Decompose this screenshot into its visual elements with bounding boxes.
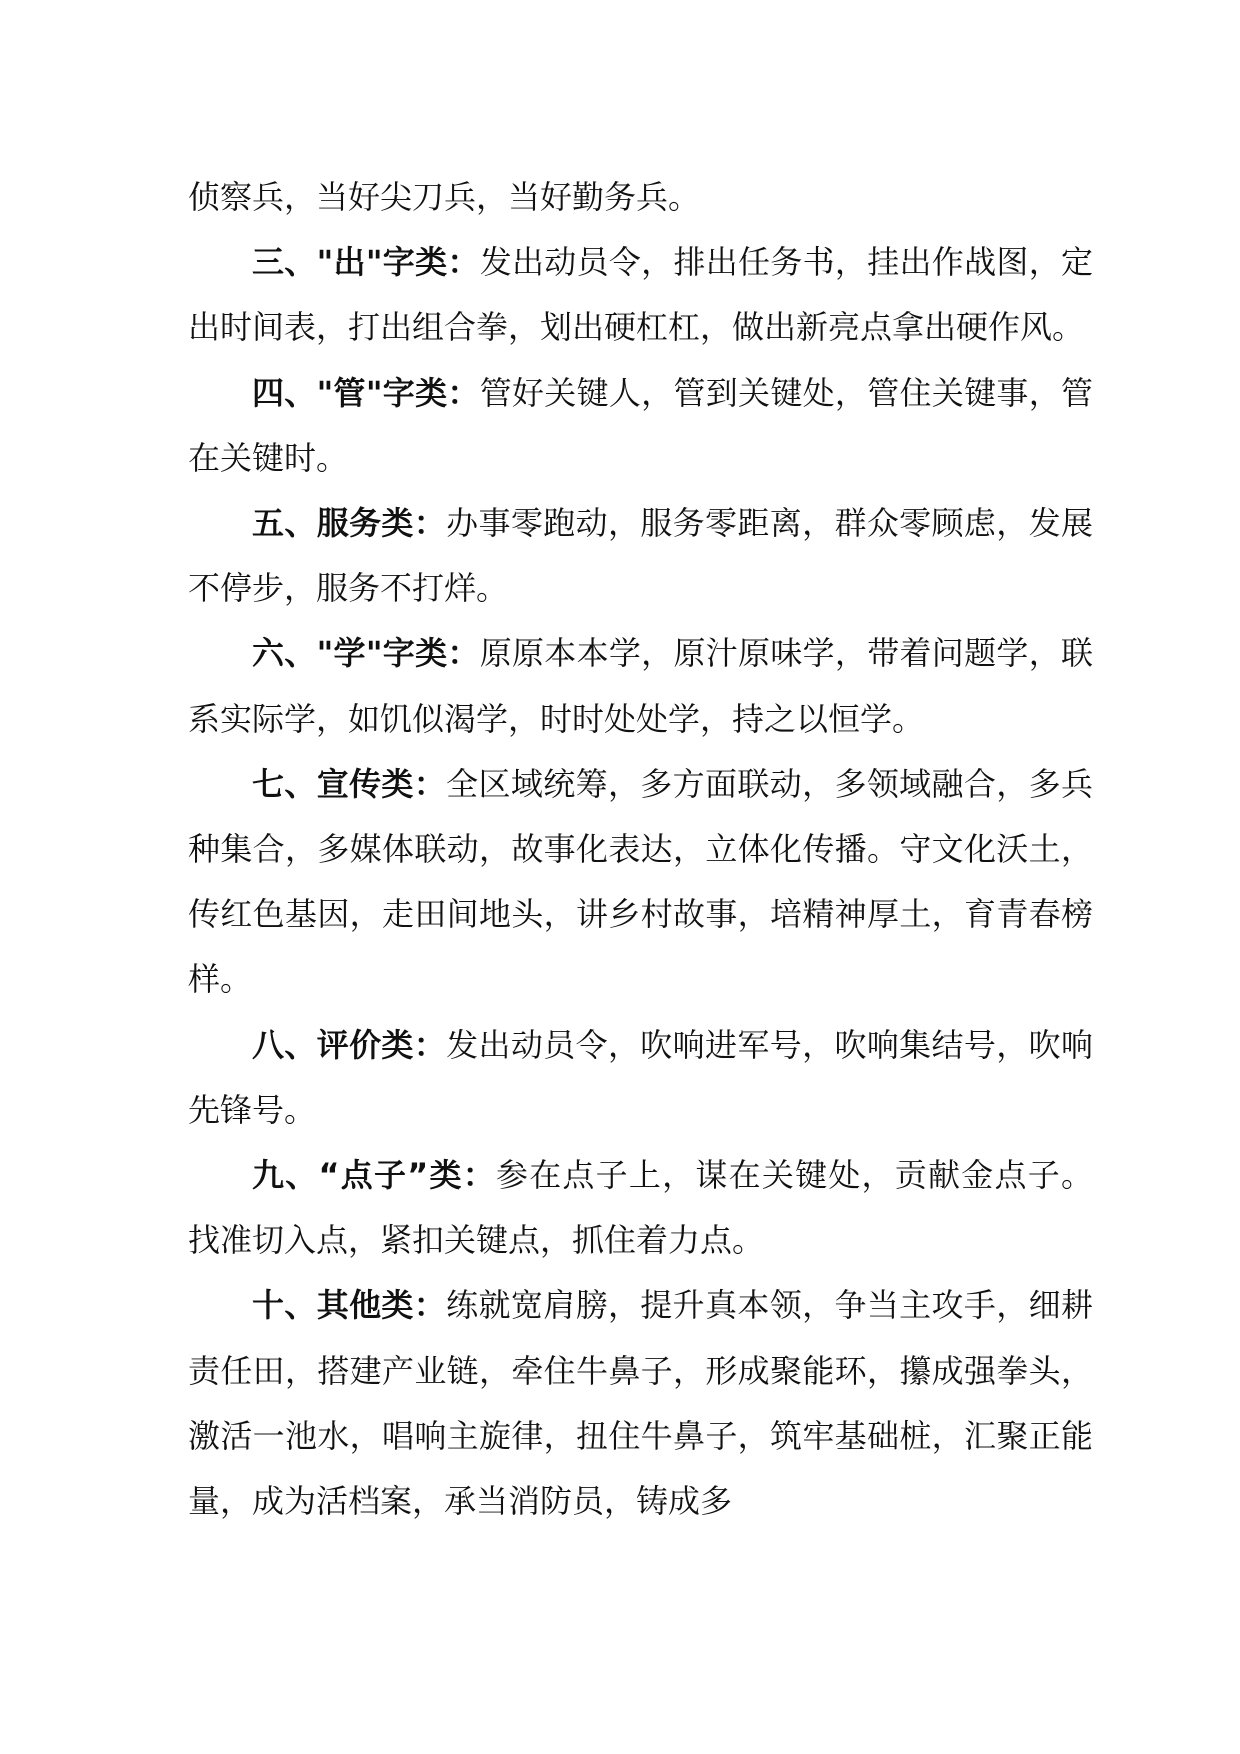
paragraph-text: 发出动员令，吹响进军号，吹响集结号，吹响先锋号。	[188, 1025, 1093, 1129]
paragraph-heading: 三、"出"字类：	[252, 243, 480, 282]
paragraph-publicity-category	[188, 752, 1093, 1013]
paragraph-service-category	[188, 491, 1093, 621]
paragraph-text: 全区域统筹，多方面联动，多领域融合，多兵种集合，多媒体联动，故事化表达，立体化传播。守文化沃土，传红色基因，走田间地头，讲乡村故事，培精神厚土，育青春榜样。	[188, 764, 1093, 999]
paragraph-heading: 八、评价类：	[252, 1025, 447, 1064]
paragraph-text: 参在点子上，谋在关键处，贡献金点子。找准切入点，紧扣关键点，抓住着力点。	[188, 1156, 1093, 1260]
paragraph-guan-category	[188, 361, 1093, 491]
paragraph-heading: 十、其他类：	[252, 1286, 447, 1325]
paragraph-other-category	[188, 1273, 1093, 1534]
paragraph-xue-category	[188, 621, 1093, 751]
paragraph-text: 管好关键人，管到关键处，管住关键事，管在关键时。	[188, 373, 1093, 477]
paragraph-text: 办事零跑动，服务零距离，群众零顾虑，发展不停步，服务不打烊。	[188, 504, 1093, 608]
document-body	[188, 165, 1093, 1534]
paragraph-continuation	[188, 165, 1093, 230]
paragraph-heading: 六、"学"字类：	[252, 634, 480, 673]
paragraph-text: 侦察兵，当好尖刀兵，当好勤务兵。	[188, 178, 701, 216]
paragraph-heading: 七、宣传类：	[252, 764, 447, 803]
paragraph-heading: 四、"管"字类：	[252, 373, 480, 412]
paragraph-dianzi-category	[188, 1143, 1093, 1273]
paragraph-text: 原原本本学，原汁原味学，带着问题学，联系实际学，如饥似渴学，时时处处学，持之以恒学。	[188, 634, 1093, 738]
paragraph-text: 练就宽肩膀，提升真本领，争当主攻手，细耕责任田，搭建产业链，牵住牛鼻子，形成聚能环，攥成强拳头，激活一池水，唱响主旋律，扭住牛鼻子，筑牢基础桩，汇聚正能量，成为活档案，承当消防员，铸成多	[188, 1286, 1093, 1521]
paragraph-evaluation-category	[188, 1013, 1093, 1143]
paragraph-heading: 九、“点子”类：	[252, 1156, 496, 1195]
paragraph-text: 发出动员令，排出任务书，挂出作战图，定出时间表，打出组合拳，划出硬杠杠，做出新亮点拿出硬作风。	[188, 243, 1093, 347]
paragraph-heading: 五、服务类：	[252, 504, 447, 543]
paragraph-chu-category	[188, 230, 1093, 360]
